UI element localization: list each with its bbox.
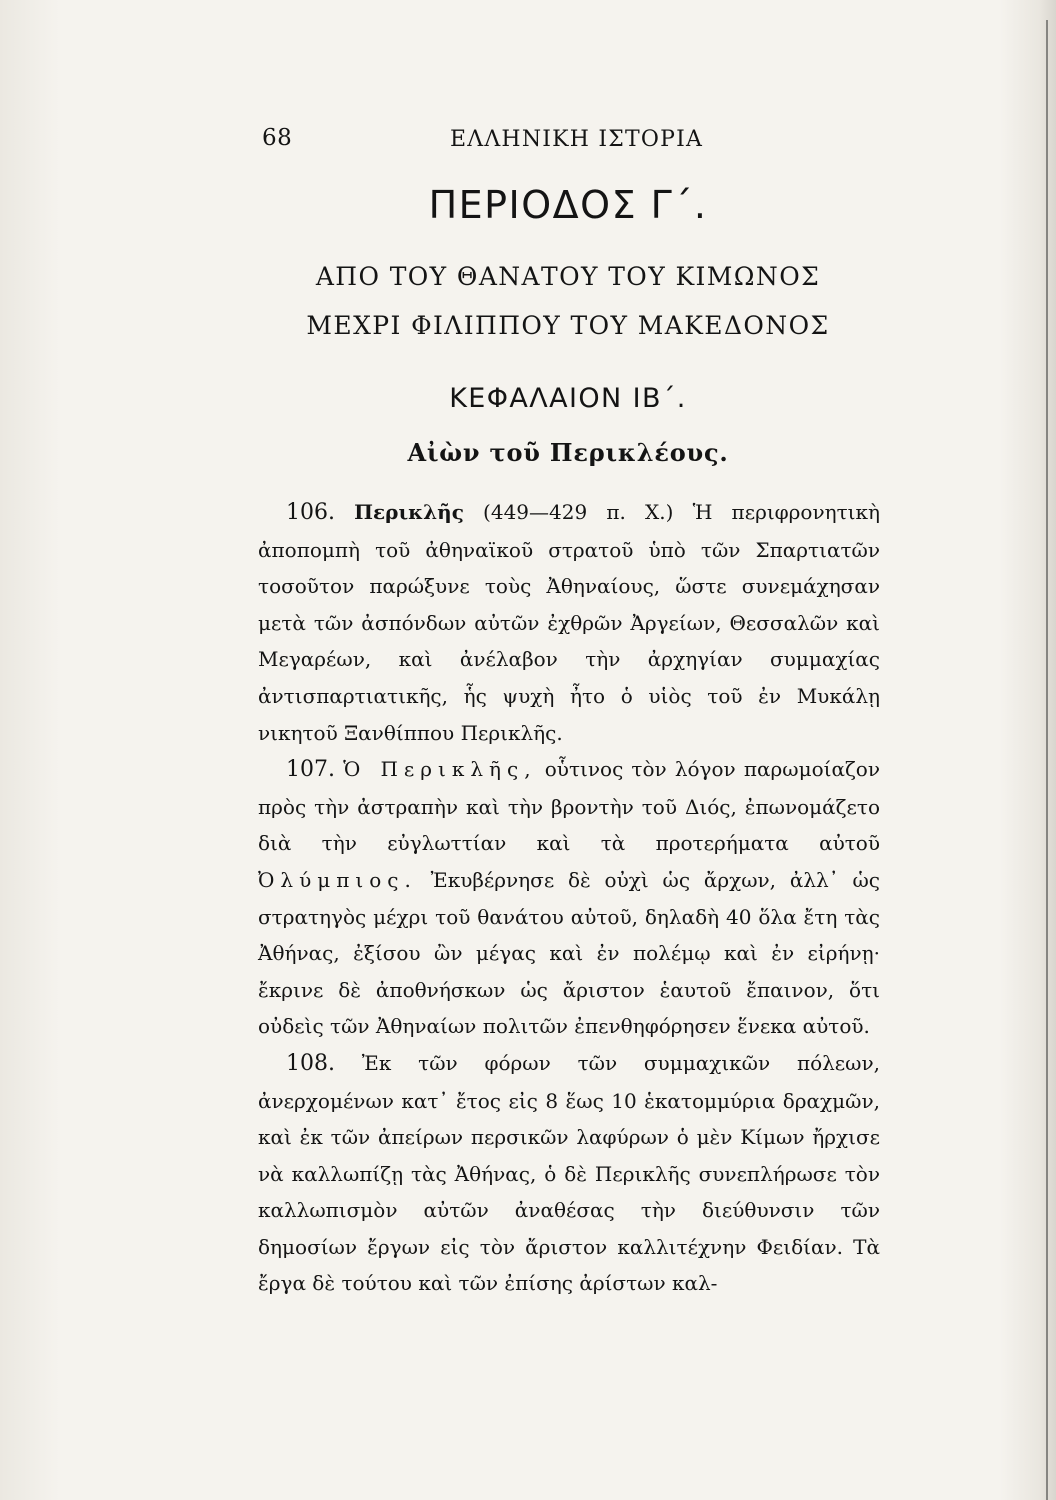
- paragraph-106: [258, 494, 880, 751]
- period-title: ΠΕΡΙΟΔΟΣ Γ΄.: [428, 183, 708, 227]
- page-number: 68: [262, 125, 293, 151]
- period-subtitle-line2: ΜΕΧΡΙ ΦΙΛΙΠΠΟΥ ΤΟΥ ΜΑΚΕΔΟΝΟΣ: [306, 311, 830, 340]
- chapter-subtitle: Αἰὼν τοῦ Περικλέους.: [407, 438, 729, 467]
- paragraph-text: Ἐκυβέρνησε δὲ οὐχὶ ὡς ἄρχων, ἀλλ᾽ ὡς στρατηγὸς μέχρι τοῦ θανάτου αὐτοῦ, δηλαδὴ 40 ὅλα ἔτη τὰς Ἀθήνας, ἐξίσου ὢν μέγας καὶ ἐν πολέμῳ καὶ ἐν εἰρήνῃ· ἔκρινε δὲ ἀποθνήσκων ὡς ἄριστον ἑαυτοῦ ἔπαινον, ὅτι οὐδεὶς τῶν Ἀθηναίων πολιτῶν ἐπενθηφόρησεν ἕνεκα αὐτοῦ.: [258, 867, 880, 1039]
- paragraph-number: 106.: [286, 500, 335, 525]
- paragraph-text: (449—429 π. Χ.) Ἡ περιφρονητικὴ ἀποπομπὴ τοῦ ἀθηναϊκοῦ στρατοῦ ὑπὸ τῶν Σπαρτιατῶν τοσοῦτον παρώξυνε τοὺς Ἀθηναίους, ὥστε συνεμάχησαν μετὰ τῶν ἀσπόνδων αὐτῶν ἐχθρῶν Ἀργείων, Θεσσαλῶν καὶ Μεγαρέων, καὶ ἀνέλαβον τὴν ἀρχηγίαν συμμαχίας ἀντισπαρτιατικῆς, ἧς ψυχὴ ἦτο ὁ υἱὸς τοῦ ἐν Μυκάλῃ νικητοῦ Ξανθίππου Περικλῆς.: [258, 500, 880, 745]
- paragraph-107: [258, 751, 880, 1045]
- paragraph-108: [258, 1045, 880, 1302]
- spaced-name: Ὁ Περικλῆς,: [343, 757, 537, 782]
- paragraph-text: Ἐκ τῶν φόρων τῶν συμμαχικῶν πόλεων, ἀνερχομένων κατ᾽ ἔτος εἰς 8 ἕως 10 ἑκατομμύρια δραχμῶν, καὶ ἐκ τῶν ἀπείρων περσικῶν λαφύρων ὁ μὲν Κίμων ἤρχισε νὰ καλλωπίζῃ τὰς Ἀθήνας, ὁ δὲ Περικλῆς συνεπλήρωσε τὸν καλλωπισμὸν αὐτῶν ἀναθέσας τὴν διεύθυνσιν τῶν δημοσίων ἔργων εἰς τὸν ἄριστον καλλιτέχνην Φειδίαν. Τὰ ἔργα δὲ τούτου καὶ τῶν ἐπίσης ἀρίστων καλ-: [258, 1050, 880, 1296]
- heading-name: Περικλῆς: [354, 500, 464, 524]
- period-subtitle-line1: ΑΠΟ ΤΟΥ ΘΑΝΑΤΟΥ ΤΟΥ ΚΙΜΩΝΟΣ: [315, 262, 821, 291]
- paragraph-text: οὗτινος τὸν λόγον παρωμοίαζον πρὸς τὴν ἀστραπὴν καὶ τὴν βροντὴν τοῦ Διός, ἐπωνομάζετο διὰ τὴν εὐγλωττίαν καὶ τὰ προτερήματα αὐτοῦ: [258, 757, 880, 856]
- running-title: ΕΛΛΗΝΙΚΗ ΙΣΤΟΡΙΑ: [450, 127, 704, 152]
- body-text: [258, 494, 880, 1302]
- chapter-title: ΚΕΦΑΛΑΙΟΝ ΙΒ΄.: [449, 383, 687, 414]
- binding-edge: [1046, 20, 1048, 1500]
- epithet: Ὀλύμπιος.: [258, 867, 417, 892]
- paragraph-number: 108.: [286, 1050, 335, 1076]
- paragraph-number: 107.: [286, 757, 335, 783]
- running-head: [262, 125, 732, 157]
